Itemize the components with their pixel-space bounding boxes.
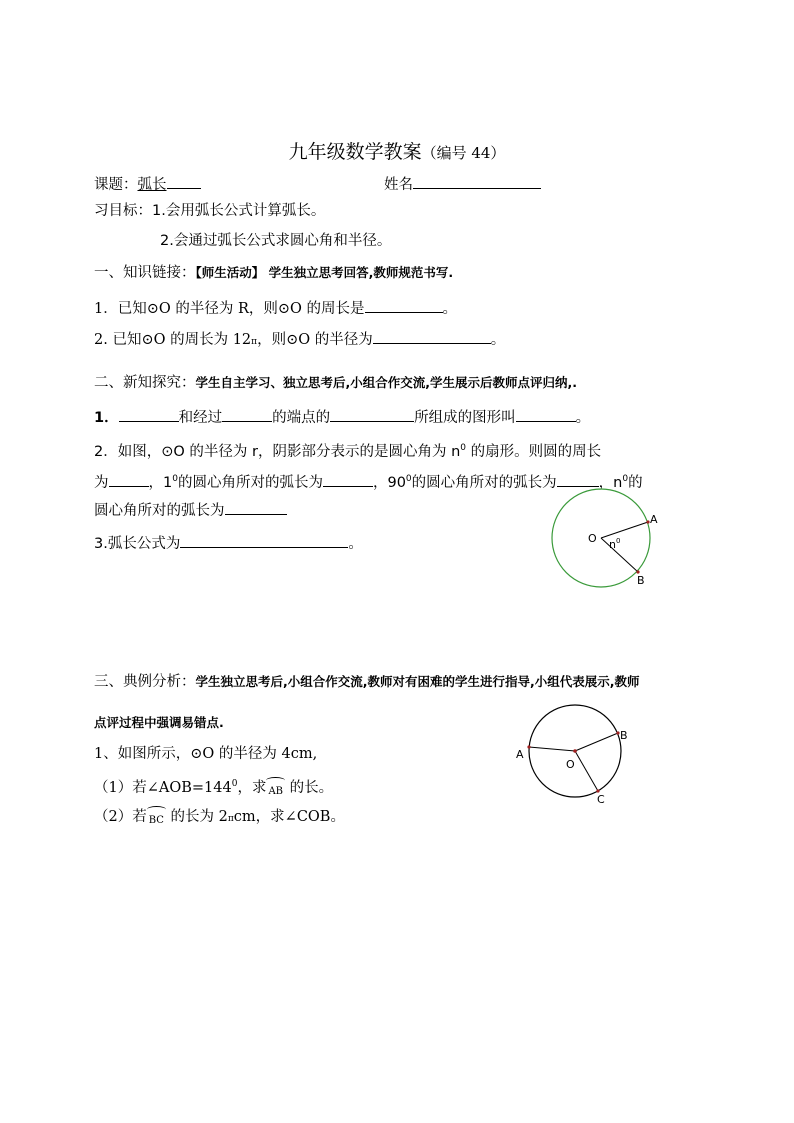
topic-blank (167, 174, 201, 189)
section1-activity: 【师生活动】 学生独立思考回答,教师规范书写. (195, 265, 454, 280)
s2-q2-blank2 (323, 472, 373, 487)
s2-q1-c: 所组成的图形叫 (414, 410, 516, 426)
s2-q2-l3: 圆心角所对的弧长为 (94, 503, 225, 519)
section2-heading: 二、新知探究： (94, 375, 196, 391)
label-o-2: O (566, 758, 575, 771)
name-blank (413, 174, 541, 189)
section2-q3 (94, 533, 363, 554)
ex1-p2-c: cm，求∠COB。 (233, 809, 345, 825)
pi-symbol-2: π (227, 814, 234, 824)
label-c-2: C (597, 793, 605, 806)
s2-q1-a: 和经过 (178, 410, 223, 426)
topic-label: 课题： (94, 177, 138, 193)
degree-sup-1: 0 (172, 474, 178, 484)
s1-q1-end: 。 (442, 301, 458, 317)
objective-2: 2.会通过弧长公式求圆心角和半径。 (160, 233, 392, 249)
s2-q1-blank3 (330, 407, 414, 422)
s2-q1-d: 。 (575, 410, 591, 426)
s2-q2-d: ，90 (372, 475, 406, 491)
topic-line (94, 174, 201, 195)
title-text: 九年级数学教案 (288, 141, 422, 163)
name-label: 姓名 (384, 177, 413, 193)
s2-q2-blank1 (109, 472, 149, 487)
ex1-p2-b: 的长为 2 (165, 809, 228, 825)
degree-sup-3: 0 (622, 474, 629, 484)
s2-q2-b: ，1 (148, 475, 173, 491)
s1-q1-text: 1．已知⊙O 的半径为 R，则⊙O 的周长是 (94, 301, 365, 317)
radius-ob-2 (575, 733, 618, 751)
s2-q3-b: 。 (348, 536, 363, 552)
degree-sup-2: 0 (405, 474, 412, 484)
s2-q2-sup: 0 (460, 443, 466, 453)
point-o (573, 749, 577, 753)
name-line (384, 174, 541, 195)
s2-q2-a: 为 (94, 475, 109, 491)
objective-item-1: 1.会用弧长公式计算弧长。 (152, 203, 326, 219)
section3-ex1: 1、如图所示，⊙O 的半径为 4cm, (94, 746, 318, 762)
section2-q2-line1 (94, 438, 601, 462)
section3-heading: 三、典例分析： (94, 674, 196, 690)
label-b-2: B (620, 729, 628, 742)
s2-q1-blank1 (119, 407, 179, 422)
arc-ab: AB (266, 776, 285, 802)
radius-oa (601, 522, 648, 538)
s1-q2-end: 。 (490, 332, 506, 348)
ex1-p1-a: （1）若∠AOB=144 (94, 780, 232, 796)
section3-ex1-part2 (94, 805, 345, 831)
radius-oa-2 (529, 747, 575, 751)
s2-q1-blank2 (222, 407, 272, 422)
s2-q1-blank4 (516, 407, 576, 422)
section2-q2-line3 (94, 500, 287, 521)
section1-q2 (94, 329, 505, 352)
radius-oc-2 (575, 751, 598, 791)
s2-q2-g: 的 (628, 475, 643, 491)
s2-q2-f: ，n (598, 475, 623, 491)
pi-symbol: π (251, 337, 258, 347)
s1-q2-mid: ，则⊙O 的半径为 (257, 332, 373, 348)
label-a: A (650, 513, 658, 526)
page-title (0, 137, 794, 164)
s1-q2-text: 2. 已知⊙O 的周长为 12 (94, 332, 252, 348)
section1-q1 (94, 298, 457, 319)
section2-activity: 学生自主学习、独立思考后,小组合作交流,学生展示后教师点评归纳,. (195, 375, 577, 390)
sector-figure (540, 480, 680, 590)
s2-q3-a: 3.弧长公式为 (94, 536, 181, 552)
topic-value: 弧长 (137, 177, 167, 193)
section2-heading-line (94, 373, 577, 393)
ex1-p2-a: （2）若 (94, 809, 147, 825)
s2-q2-e: 的圆心角所对的弧长为 (411, 475, 557, 491)
label-o: O (588, 532, 597, 545)
objective-label: 习目标： (94, 203, 152, 219)
s1-q2-blank (373, 329, 491, 344)
s2-q2-c: 的圆心角所对的弧长为 (177, 475, 323, 491)
title-code: （编号 44） (421, 144, 506, 162)
section3-heading-line (94, 672, 640, 692)
s2-q2-line1-end: 的扇形。则圆的周长 (466, 444, 602, 460)
ex1-p1-c: 的长。 (285, 780, 334, 796)
label-b: B (637, 574, 645, 587)
point-a-2 (527, 745, 530, 748)
label-angle: n (609, 538, 616, 551)
s1-q1-blank (365, 298, 443, 313)
section2-q1 (94, 407, 590, 428)
ex1-p1-b: ，求 (237, 780, 267, 796)
s2-q3-blank (180, 533, 348, 548)
s2-q1-b: 的端点的 (272, 410, 331, 426)
section1-heading: 一、知识链接： (94, 265, 196, 281)
section3-activity-1: 学生独立思考后,小组合作交流,教师对有困难的学生进行指导,小组代表展示,教师 (195, 674, 640, 689)
label-angle-sup: 0 (616, 537, 621, 545)
s2-q2-line1: 2．如图，⊙O 的半径为 r，阴影部分表示的是圆心角为 n (94, 444, 461, 460)
section3-activity-2: 点评过程中强调易错点. (94, 715, 224, 730)
arc-bc: BC (147, 805, 166, 831)
ex1-p1-sup: 0 (231, 779, 238, 789)
section1-heading-line (94, 263, 453, 283)
example-figure (510, 700, 640, 810)
label-a-2: A (516, 748, 524, 761)
section3-ex1-part1 (94, 774, 333, 802)
objective-1 (94, 201, 325, 221)
s2-q1-num: 1． (94, 410, 119, 426)
s2-q2-blank4 (225, 500, 287, 515)
